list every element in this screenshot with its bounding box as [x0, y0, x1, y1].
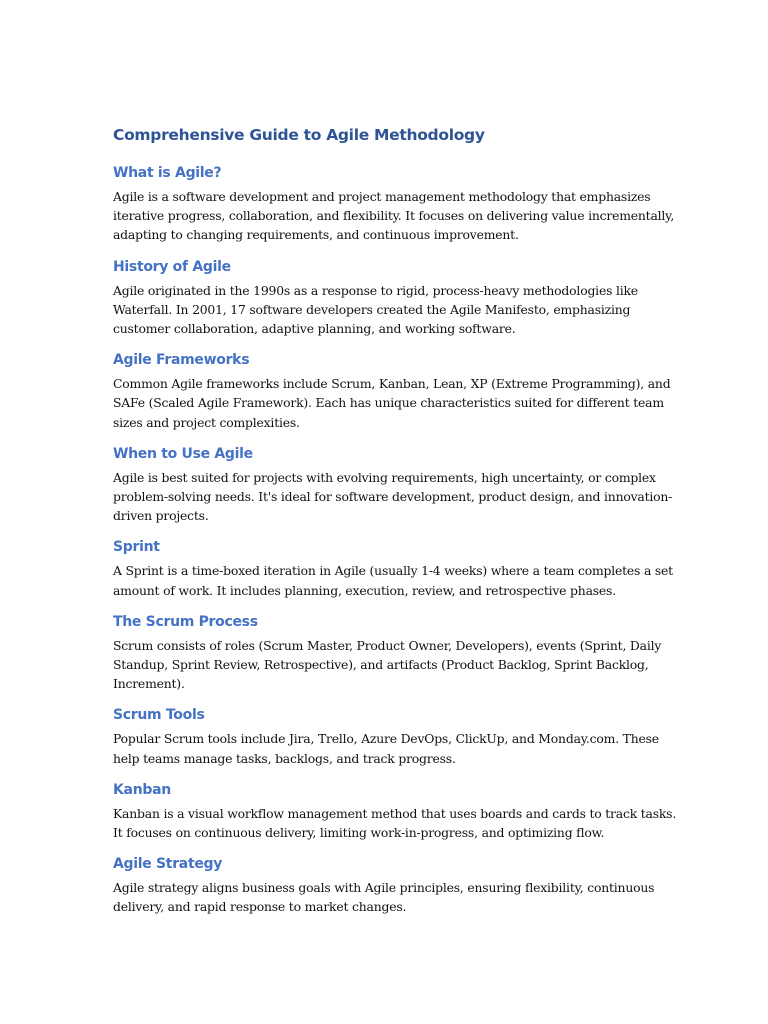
section-body	[113, 187, 675, 245]
section-body	[113, 281, 658, 339]
body-line: A Sprint is a time-boxed iteration in Agile (usually 1-4 weeks) where a team completes a set	[113, 563, 673, 579]
body-line: customer collaboration, adaptive planning, and working software.	[113, 321, 516, 337]
body-line: Kanban is a visual workflow management method that uses boards and cards to track tasks.	[113, 805, 677, 821]
section-body	[113, 878, 658, 916]
body-line: delivery, and rapid response to market changes.	[113, 899, 407, 915]
body-line: driven projects.	[113, 508, 209, 524]
body-line: Agile originated in the 1990s as a response to rigid, process-heavy methodologies like	[113, 282, 638, 298]
section-heading: Agile Frameworks	[113, 352, 250, 369]
document-title: Comprehensive Guide to Agile Methodology	[113, 126, 485, 144]
section-heading: Scrum Tools	[113, 707, 205, 724]
section-heading: The Scrum Process	[113, 613, 258, 630]
body-line: amount of work. It includes planning, execution, review, and retrospective phases.	[113, 582, 616, 598]
body-line: It focuses on continuous delivery, limiting work-in-progress, and optimizing flow.	[113, 825, 605, 841]
section	[113, 257, 658, 339]
section-heading: Agile Strategy	[113, 856, 223, 873]
body-line: SAFe (Scaled Agile Framework). Each has unique characteristics suited for different team	[113, 395, 664, 411]
body-line: Agile strategy aligns business goals with Agile principles, ensuring flexibility, continuous	[113, 880, 655, 896]
section-heading: What is Agile?	[113, 165, 222, 181]
section-body	[113, 374, 671, 432]
body-line: help teams manage tasks, backlogs, and track progress.	[113, 750, 456, 766]
section-heading: Kanban	[113, 781, 171, 798]
section-body	[113, 468, 673, 526]
body-line: Agile is a software development and project management methodology that emphasizes	[113, 189, 651, 204]
body-line: Popular Scrum tools include Jira, Trello, Azure DevOps, ClickUp, and Monday.com. These	[113, 731, 659, 747]
section	[113, 163, 675, 245]
section-heading: History of Agile	[113, 258, 231, 275]
body-line: iterative progress, collaboration, and flexibility. It focuses on delivering value incrementally,	[113, 208, 675, 224]
section-body	[113, 636, 662, 694]
body-line: problem-solving needs. It's ideal for software development, product design, and innovation-	[113, 489, 673, 505]
section	[113, 854, 658, 916]
section-heading: Sprint	[113, 539, 160, 556]
section-heading: When to Use Agile	[113, 445, 253, 462]
section	[113, 350, 671, 432]
body-line: adapting to changing requirements, and continuous improvement.	[113, 227, 519, 243]
document-page	[113, 124, 677, 929]
section	[113, 444, 673, 526]
body-line: Increment).	[113, 676, 185, 692]
body-line: Agile is best suited for projects with evolving requirements, high uncertainty, or complex	[113, 469, 656, 485]
section	[113, 705, 658, 767]
sections-container	[113, 163, 677, 917]
body-line: sizes and project complexities.	[113, 414, 300, 430]
section	[113, 612, 662, 694]
body-line: Standup, Sprint Review, Retrospective), and artifacts (Product Backlog, Sprint Backlog,	[113, 657, 649, 673]
body-line: Common Agile frameworks include Scrum, Kanban, Lean, XP (Extreme Programming), and	[113, 376, 671, 392]
section-body	[113, 804, 677, 842]
section-body	[113, 561, 673, 599]
body-line: Waterfall. In 2001, 17 software developers created the Agile Manifesto, emphasizing	[113, 301, 631, 317]
body-line: Scrum consists of roles (Scrum Master, Product Owner, Developers), events (Sprint, Daily	[113, 637, 662, 653]
section-body	[113, 729, 658, 767]
section	[113, 537, 673, 599]
section	[113, 780, 677, 842]
